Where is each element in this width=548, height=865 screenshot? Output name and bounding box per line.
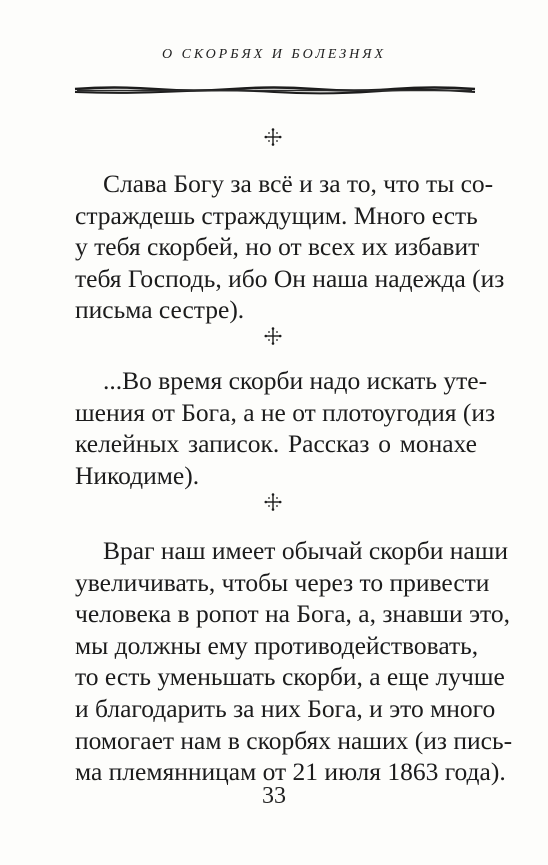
paragraph-2 <box>75 365 496 491</box>
text-line: и благодарить за них Бога, и это много <box>75 693 496 723</box>
text-line: у тебя скорбей, но от всех их избавит <box>75 232 480 262</box>
text-line: человека в ропот на Бога, а, знавши это, <box>75 599 510 629</box>
decorative-rule <box>74 84 476 98</box>
cross-fleuron-icon <box>264 128 282 146</box>
text-line: келейных записок. Рассказ о монахе <box>75 429 477 459</box>
text-line: мы должны ему противодействовать, <box>75 630 479 660</box>
text-line: Враг наш имеет обычай скорби наши <box>103 536 508 565</box>
text-line: Слава Богу за всё и за то, что ты со- <box>103 169 494 198</box>
text-line: Никодиме). <box>75 460 200 490</box>
cross-fleuron-icon <box>264 493 282 511</box>
text-line: ...Во время скорби надо искать уте- <box>103 366 488 395</box>
paragraph-1 <box>75 168 505 326</box>
running-head: О СКОРБЯХ И БОЛЕЗНЯХ <box>161 47 387 62</box>
text-line: тебя Господь, ибо Он наша надежда (из <box>75 263 505 293</box>
text-line: страждешь страждущим. Много есть <box>75 200 478 230</box>
page-number: 33 <box>262 783 286 809</box>
text-line: письма сестре). <box>75 295 245 325</box>
text-line: то есть уменьшать скорби, а еще лучше <box>75 662 505 692</box>
text-line: увеличивать, чтобы через то привести <box>75 567 490 597</box>
text-line: шения от Бога, а не от плотоугодия (из <box>75 397 496 427</box>
text-line: помогает нам в скорбях наших (из пись- <box>75 725 513 755</box>
text-line: ма племянницам от 21 июля 1863 года). <box>75 757 506 787</box>
paragraph-3 <box>75 535 513 788</box>
cross-fleuron-icon <box>264 327 282 345</box>
